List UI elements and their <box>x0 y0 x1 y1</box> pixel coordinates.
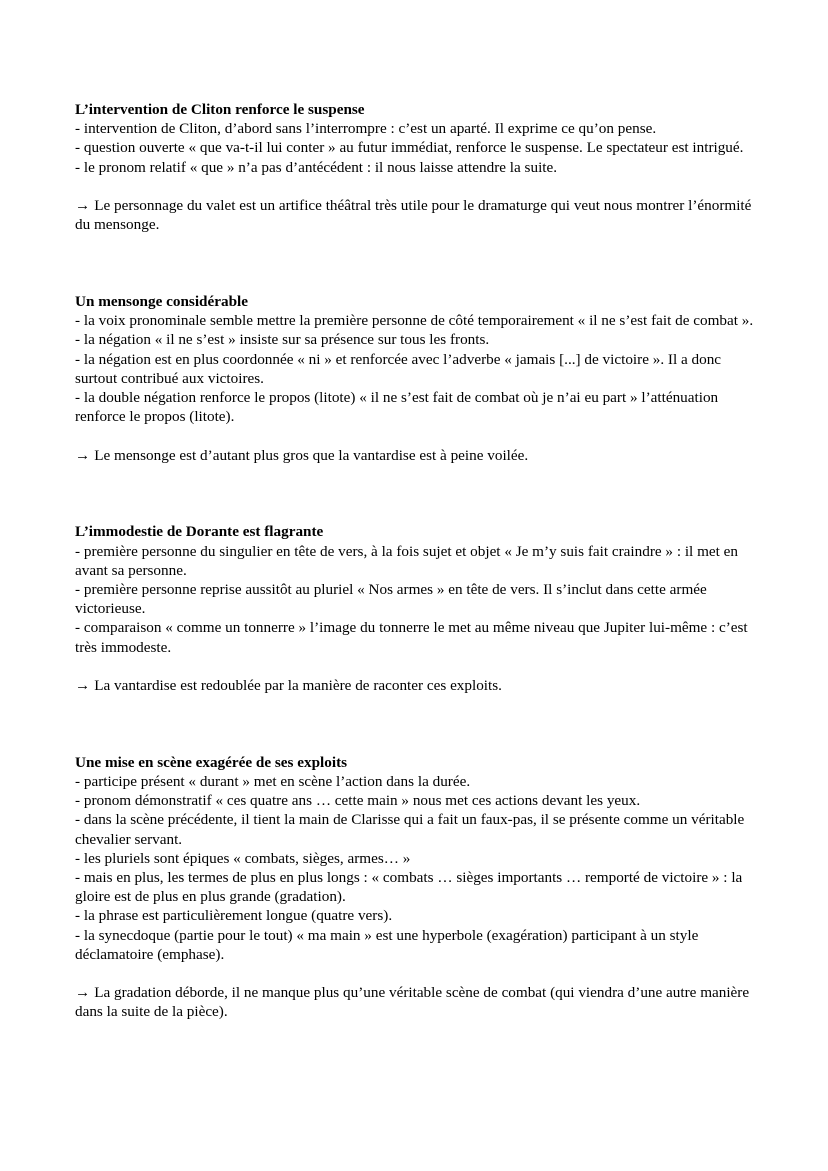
spacer <box>75 234 765 292</box>
arrow-right-icon: → <box>75 197 91 214</box>
list-item: - la voix pronominale semble mettre la première personne de côté temporairement « il ne s’est fait de combat ». <box>75 312 754 330</box>
spacer <box>75 657 765 676</box>
section-heading: L’immodestie de Dorante est flagrante <box>75 523 324 541</box>
list-item: - la phrase est particulièrement longue (quatre vers). <box>75 907 393 925</box>
section-immodestie <box>75 522 765 695</box>
spacer <box>75 695 765 753</box>
list-item: - participe présent « durant » met en scène l’action dans la durée. <box>75 773 471 791</box>
list-item: - la négation « il ne s’est » insiste sur sa présence sur tous les fronts. <box>75 331 490 349</box>
list-item: - comparaison « comme un tonnerre » l’image du tonnerre le met au même niveau que Jupiter lui-même : c’est très immodeste. <box>75 619 748 656</box>
conclusion-text: Le personnage du valet est un artifice théâtral très utile pour le dramaturge qui veut nous montrer l’énormité du mensonge. <box>75 197 752 234</box>
list-item: - la synecdoque (partie pour le tout) « ma main » est une hyperbole (exagération) participant à un style déclamatoire (emphase). <box>75 926 699 963</box>
list-item: - mais en plus, les termes de plus en plus longs : « combats … sièges importants … remporté de victoire » : la gloire est de plus en plus grande (gradation). <box>75 869 743 906</box>
list-item: - le pronom relatif « que » n’a pas d’antécédent : il nous laisse attendre la suite. <box>75 158 558 176</box>
conclusion-text: Le mensonge est d’autant plus gros que la vantardise est à peine voilée. <box>94 446 529 464</box>
list-item: - question ouverte « que va-t-il lui conter » au futur immédiat, renforce le suspense. Le spectateur est intrigué. <box>75 139 744 157</box>
section-mensonge <box>75 292 765 465</box>
section-heading: L’intervention de Cliton renforce le suspense <box>75 101 365 118</box>
list-item: - la double négation renforce le propos (litote) « il ne s’est fait de combat où je n’ai eu part » l’atténuation renforce le propos (litote). <box>75 389 719 426</box>
list-item: - les pluriels sont épiques « combats, sièges, armes… » <box>75 849 411 867</box>
document-page <box>75 100 765 1022</box>
list-item: - première personne du singulier en tête de vers, à la fois sujet et objet « Je m’y suis fait craindre » : il met en avant sa personne. <box>75 542 738 579</box>
section-conclusion <box>75 196 765 234</box>
section-cliton <box>75 100 765 234</box>
arrow-right-icon: → <box>75 677 91 695</box>
arrow-right-icon: → <box>75 984 91 1002</box>
section-conclusion <box>75 446 765 465</box>
spacer <box>75 964 765 983</box>
arrow-right-icon: → <box>75 446 91 464</box>
list-item: - la négation est en plus coordonnée « ni » et renforcée avec l’adverbe « jamais [...] de victoire ». Il a donc surtout contribué aux victoires. <box>75 350 722 387</box>
list-item: - pronom démonstratif « ces quatre ans … cette main » nous met ces actions devant les yeux. <box>75 792 641 810</box>
list-item: - intervention de Cliton, d’abord sans l’interrompre : c’est un aparté. Il exprime ce qu’on pense. <box>75 120 657 138</box>
section-mise-en-scene <box>75 753 765 1022</box>
section-conclusion <box>75 676 765 695</box>
spacer <box>75 465 765 523</box>
section-heading: Un mensonge considérable <box>75 293 248 310</box>
list-item: - dans la scène précédente, il tient la main de Clarisse qui a fait un faux-pas, il se présente comme un véritable chevalier servant. <box>75 811 745 848</box>
conclusion-text: La vantardise est redoublée par la manière de raconter ces exploits. <box>94 677 502 695</box>
section-conclusion <box>75 983 765 1021</box>
section-heading: Une mise en scène exagérée de ses exploits <box>75 753 348 771</box>
conclusion-text: La gradation déborde, il ne manque plus qu’une véritable scène de combat (qui viendra d’une autre manière dans la suite de la pièce). <box>75 984 750 1021</box>
list-item: - première personne reprise aussitôt au pluriel « Nos armes » en tête de vers. Il s’inclut dans cette armée victorieuse. <box>75 581 707 618</box>
spacer <box>75 426 765 445</box>
spacer <box>75 177 765 196</box>
